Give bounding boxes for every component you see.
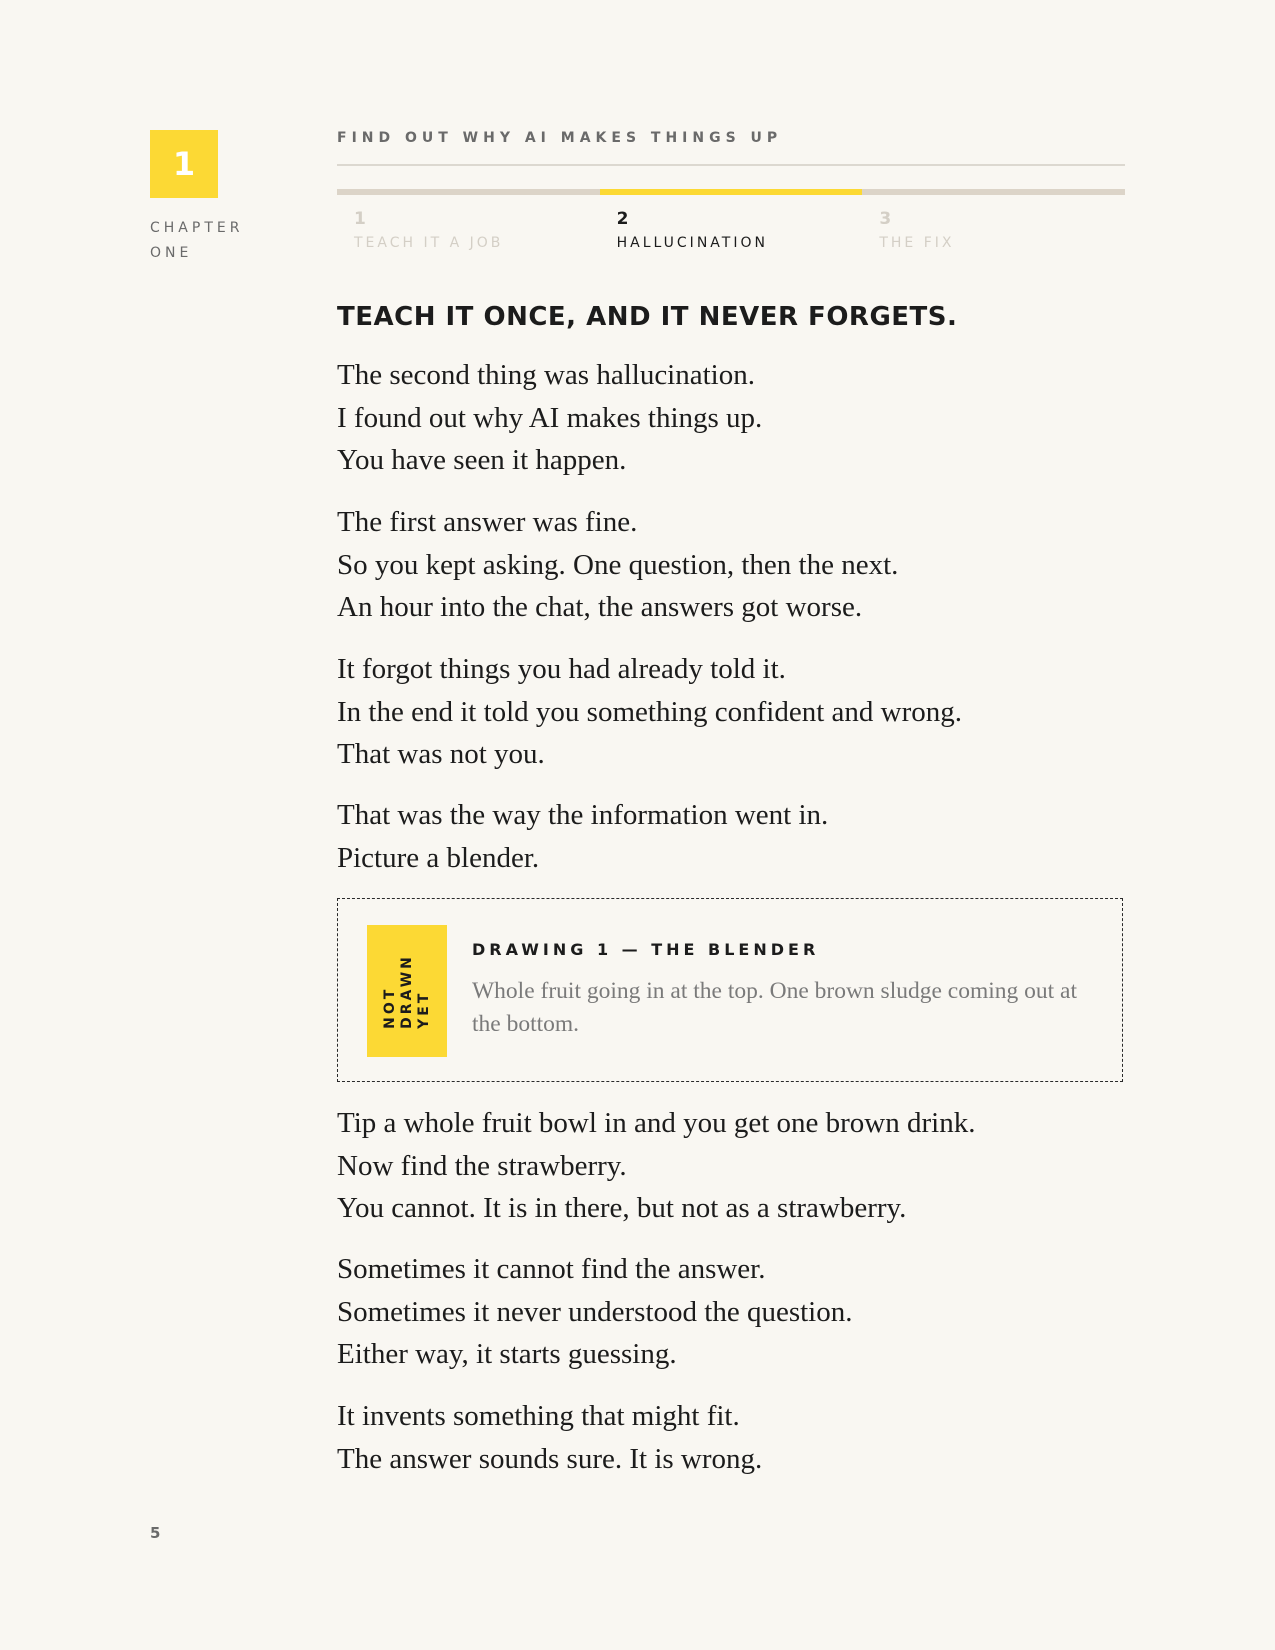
- text-line: In the end it told you something confident and wrong.: [337, 695, 963, 728]
- step-number: 1: [354, 209, 366, 229]
- paragraph: [337, 1248, 1125, 1376]
- step-label: TEACH IT A JOB: [354, 235, 504, 251]
- chapter-label-line: CHAPTER: [150, 220, 244, 236]
- step-hallucination: [600, 189, 863, 251]
- text-line: You have seen it happen.: [337, 444, 627, 476]
- step-number: 3: [879, 209, 892, 229]
- section-title: FIND OUT WHY AI MAKES THINGS UP: [337, 130, 783, 146]
- step-bar: [337, 189, 600, 195]
- drawing-title: DRAWING 1 — THE BLENDER: [472, 940, 820, 959]
- tag-line: NOT: [381, 986, 398, 1029]
- text-line: That was the way the information went in.: [337, 799, 829, 831]
- tag-line: DRAWN: [398, 953, 415, 1029]
- text-line: You cannot. It is in there, but not as a strawberry.: [337, 1192, 907, 1224]
- text-line: The second thing was hallucination.: [337, 359, 755, 391]
- paragraph: [337, 354, 1125, 482]
- not-drawn-yet-tag: [367, 925, 447, 1057]
- step-teach-it-a-job: [337, 189, 600, 251]
- step-the-fix: [862, 189, 1125, 251]
- text-line: Tip a whole fruit bowl in and you get one brown drink.: [337, 1107, 976, 1139]
- text-line: It invents something that might fit.: [337, 1400, 740, 1432]
- step-progress: [337, 189, 1125, 251]
- chapter-label-line: ONE: [150, 245, 193, 261]
- step-label: HALLUCINATION: [616, 235, 768, 251]
- step-number: 2: [616, 209, 629, 229]
- paragraph: [337, 794, 1125, 879]
- step-bar: [862, 189, 1125, 195]
- tag-line: YET: [415, 990, 432, 1029]
- text-line: Either way, it starts guessing.: [337, 1338, 677, 1370]
- text-line: An hour into the chat, the answers got worse.: [337, 591, 863, 623]
- paragraph: [337, 1102, 1125, 1230]
- paragraph: [337, 1395, 1125, 1480]
- paragraph: [337, 501, 1125, 629]
- tag-text: [382, 954, 433, 1029]
- chapter-number: 1: [172, 145, 196, 183]
- title-divider: [337, 164, 1125, 166]
- step-bar-active: [600, 189, 863, 195]
- page-number: 5: [150, 1524, 161, 1542]
- chapter-label: [150, 216, 243, 266]
- text-line: That was not you.: [337, 738, 545, 770]
- text-line: I found out why AI makes things up.: [337, 401, 763, 434]
- text-line: So you kept asking. One question, then the next.: [337, 548, 899, 581]
- page-heading: TEACH IT ONCE, AND IT NEVER FORGETS.: [337, 302, 958, 332]
- text-line: Sometimes it never understood the question.: [337, 1295, 853, 1328]
- text-line: Now find the strawberry.: [337, 1149, 627, 1182]
- text-line: Picture a blender.: [337, 841, 540, 874]
- chapter-number-badge: [150, 130, 218, 198]
- step-label: THE FIX: [879, 235, 955, 251]
- paragraph: [337, 648, 1125, 776]
- text-line: The first answer was fine.: [337, 506, 638, 538]
- text-line: It forgot things you had already told it.: [337, 653, 786, 685]
- text-line: The answer sounds sure. It is wrong.: [337, 1442, 763, 1475]
- text-line: Sometimes it cannot find the answer.: [337, 1253, 766, 1285]
- drawing-description: Whole fruit going in at the top. One brown sludge coming out at the bottom.: [472, 978, 1078, 1037]
- drawing-placeholder: [337, 898, 1123, 1082]
